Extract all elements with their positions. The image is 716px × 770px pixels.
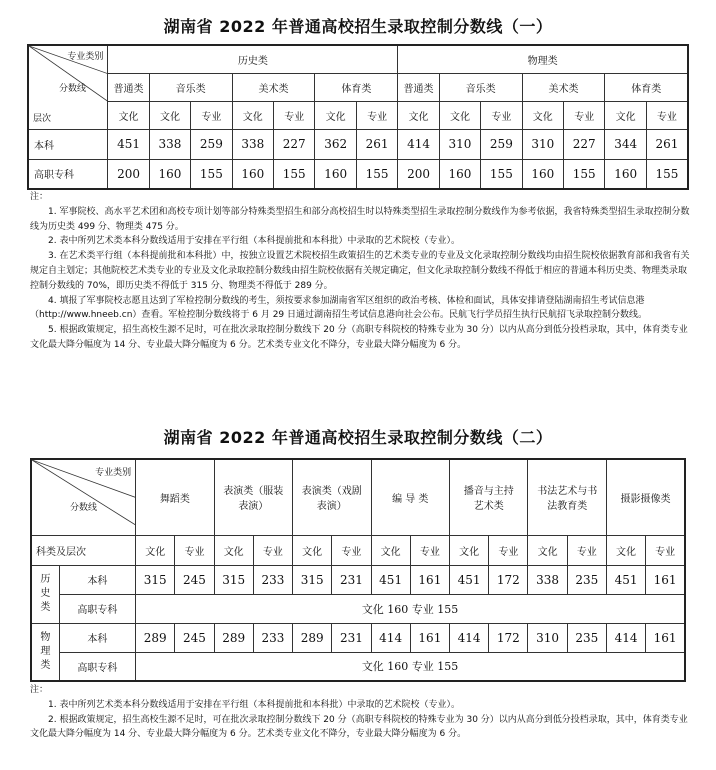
- note-item: 2. 表中所列艺术类本科分数线适用于安排在平行组（本科提前批和本科批）中录取的艺术院校（专业）。: [48, 236, 460, 247]
- cat-art: 美术类: [522, 73, 605, 101]
- sub-zy: 专业: [175, 535, 214, 565]
- score-table-2: [30, 458, 686, 682]
- cat-dance: 舞蹈类: [136, 459, 214, 535]
- score-cell: 315: [136, 565, 175, 594]
- table2-corner-cell: [31, 459, 136, 535]
- sub-wh: 文化: [450, 535, 489, 565]
- sub-zy: 专业: [191, 101, 232, 129]
- score-cell: 310: [528, 623, 567, 652]
- score-cell: 451: [450, 565, 489, 594]
- score-cell: 161: [646, 623, 685, 652]
- score-cell: 414: [371, 623, 410, 652]
- sub-wh: 文化: [528, 535, 567, 565]
- score-cell: 245: [175, 565, 214, 594]
- score-cell: 155: [481, 159, 522, 189]
- score-cell: 261: [356, 129, 397, 159]
- table-row: [31, 652, 685, 681]
- score-cell: 259: [191, 129, 232, 159]
- score-cell: 160: [439, 159, 480, 189]
- table-row: [31, 623, 685, 652]
- score-table-1: [27, 44, 689, 190]
- table-row: [31, 565, 685, 594]
- cat-broadcast: 播音与主持艺术类: [450, 459, 528, 535]
- score-cell: 161: [646, 565, 685, 594]
- group-physics: 物理类: [31, 623, 59, 681]
- score-cell: 235: [567, 565, 606, 594]
- row-label-bk: 本科: [59, 623, 135, 652]
- sub-wh: 文化: [214, 535, 253, 565]
- score-cell: 160: [522, 159, 563, 189]
- score-cell: 160: [605, 159, 646, 189]
- note-item: 4. 填报了军事院校志愿且达到了军检控制分数线的考生，须按要求参加湖南省军区组织的政治考核、体检和面试，具体安排请登陆湖南招生考试信息港（http://www.hneeb.cn）查看。军检控制分数线将于 6 月 29 日通过湖南招生考试信息港向社会公布。民航飞行学员招生执行民航招飞录取控制分数线。: [30, 295, 648, 321]
- score-cell: 155: [646, 159, 688, 189]
- table-row: [28, 129, 688, 159]
- sub-zy: 专业: [410, 535, 449, 565]
- cat-music: 音乐类: [149, 73, 232, 101]
- sub-zy: 专业: [481, 101, 522, 129]
- score-cell: 155: [564, 159, 605, 189]
- corner-level-label: 层次: [33, 114, 52, 124]
- corner-level-label: 科类及层次: [31, 535, 136, 565]
- sub-wh: 文化: [605, 101, 646, 129]
- gz-score-line: 文化 160 专业 155: [136, 594, 685, 623]
- notes-heading: 注：: [30, 685, 49, 695]
- row-label-gz: 高职专科: [59, 652, 135, 681]
- score-cell: 289: [293, 623, 332, 652]
- corner-category-label: 专业类别: [95, 468, 132, 478]
- sub-wh: 文化: [149, 101, 190, 129]
- table1-corner-cell: [28, 45, 108, 129]
- score-cell: 414: [398, 129, 439, 159]
- score-cell: 315: [214, 565, 253, 594]
- group-history: 历史类: [108, 45, 398, 73]
- score-cell: 344: [605, 129, 646, 159]
- note-item: 1. 表中所列艺术类本科分数线适用于安排在平行组（本科提前批和本科批）中录取的艺术院校（专业）。: [48, 699, 460, 710]
- cat-perf-drama: 表演类（戏剧表演）: [293, 459, 371, 535]
- gz-score-line: 文化 160 专业 155: [136, 652, 685, 681]
- cat-music: 音乐类: [439, 73, 522, 101]
- cat-sports: 体育类: [315, 73, 398, 101]
- score-cell: 289: [136, 623, 175, 652]
- cat-calligraphy: 书法艺术与书法教育类: [528, 459, 606, 535]
- row-label-bk: 本科: [59, 565, 135, 594]
- cat-director: 编 导 类: [371, 459, 449, 535]
- score-cell: 160: [232, 159, 273, 189]
- score-cell: 172: [489, 565, 528, 594]
- note-item: 1. 军事院校、高水平艺术团和高校专项计划等部分特殊类型招生和部分高校招生时以特殊类型招生录取控制分数线作为参考依据，我省特殊类型招生录取控制分数线为历史类 499 分、物理类 475 分。: [30, 206, 690, 232]
- row-label-gz: 高职专科: [28, 159, 108, 189]
- sub-wh: 文化: [293, 535, 332, 565]
- score-cell: 155: [191, 159, 232, 189]
- cat-photo: 摄影摄像类: [606, 459, 685, 535]
- sub-wh: 文化: [371, 535, 410, 565]
- score-cell: 245: [175, 623, 214, 652]
- sub-wh: 文化: [315, 101, 356, 129]
- score-cell: 338: [149, 129, 190, 159]
- sub-wh: 文化: [606, 535, 645, 565]
- score-cell: 161: [410, 565, 449, 594]
- corner-category-label: 专业类别: [67, 52, 104, 62]
- group-physics: 物理类: [398, 45, 688, 73]
- score-cell: 362: [315, 129, 356, 159]
- notes-section-1: [30, 190, 690, 353]
- sub-zy: 专业: [274, 101, 315, 129]
- score-cell: 233: [253, 565, 292, 594]
- score-cell: 261: [646, 129, 688, 159]
- corner-score-label: 分数线: [59, 84, 87, 94]
- score-cell: 315: [293, 565, 332, 594]
- score-cell: 155: [356, 159, 397, 189]
- score-cell: 289: [214, 623, 253, 652]
- sub-zy: 专业: [646, 101, 688, 129]
- table-row: [28, 159, 688, 189]
- sub-zy: 专业: [564, 101, 605, 129]
- score-cell: 172: [489, 623, 528, 652]
- cat-sports: 体育类: [605, 73, 688, 101]
- cat-perf-cloth: 表演类（服装表演）: [214, 459, 292, 535]
- score-cell: 161: [410, 623, 449, 652]
- sub-wh: 文化: [439, 101, 480, 129]
- score-cell: 451: [108, 129, 149, 159]
- score-cell: 200: [108, 159, 149, 189]
- score-cell: 310: [522, 129, 563, 159]
- sub-wh: 文化: [136, 535, 175, 565]
- sub-zy: 专业: [646, 535, 685, 565]
- row-label-bk: 本科: [28, 129, 108, 159]
- group-history: 历史类: [31, 565, 59, 623]
- score-cell: 259: [481, 129, 522, 159]
- sub-zy: 专业: [489, 535, 528, 565]
- score-cell: 160: [315, 159, 356, 189]
- score-cell: 231: [332, 565, 371, 594]
- score-cell: 200: [398, 159, 439, 189]
- score-cell: 233: [253, 623, 292, 652]
- score-cell: 310: [439, 129, 480, 159]
- table1-title: 湖南省 2022 年普通高校招生录取控制分数线（一）: [163, 17, 553, 36]
- score-cell: 414: [450, 623, 489, 652]
- score-cell: 227: [564, 129, 605, 159]
- cat-putong: 普通类: [398, 73, 439, 101]
- score-cell: 451: [606, 565, 645, 594]
- sub-wh: 文化: [108, 101, 149, 129]
- score-cell: 451: [371, 565, 410, 594]
- sub-zy: 专业: [356, 101, 397, 129]
- score-cell: 160: [149, 159, 190, 189]
- row-label-gz: 高职专科: [59, 594, 135, 623]
- notes-section-2: [30, 683, 690, 742]
- score-cell: 235: [567, 623, 606, 652]
- cat-putong: 普通类: [108, 73, 149, 101]
- sub-wh: 文化: [232, 101, 273, 129]
- sub-wh: 文化: [398, 101, 439, 129]
- note-item: 2. 根据政策规定，招生高校生源不足时，可在批次录取控制分数线下 20 分（高职专科院校的特殊专业为 30 分）以内从高分到低分投档录取，其中，体育类专业文化最大降分幅度为 14 分、专业最大降分幅度为 6 分。艺术类专业文化不降分，专业最大降分幅度为 6 分。: [30, 714, 688, 740]
- sub-zy: 专业: [332, 535, 371, 565]
- sub-zy: 专业: [253, 535, 292, 565]
- cat-art: 美术类: [232, 73, 315, 101]
- note-item: 5. 根据政策规定，招生高校生源不足时，可在批次录取控制分数线下 20 分（高职专科院校的特殊专业为 30 分）以内从高分到低分投档录取，其中，体育类专业文化最大降分幅度为 14 分、专业最大降分幅度为 6 分。艺术类专业文化不降分，专业最大降分幅度为 6 分。: [30, 325, 688, 350]
- score-cell: 155: [274, 159, 315, 189]
- notes-heading: 注：: [30, 192, 49, 202]
- sub-zy: 专业: [567, 535, 606, 565]
- table-row: [31, 594, 685, 623]
- corner-score-label: 分数线: [70, 503, 98, 513]
- note-item: 3. 在艺术类平行组（本科提前批和本科批）中，按独立设置艺术院校招生政策招生的艺术类专业的专业及文化录取控制分数线均由招生院校依据教育部和我省有关规定自主划定；其他院校艺术类专业的专业及文化录取控制分数线由招生院校依据有关规定确定，但文化录取控制分数线不得低于相应的普通本科历史类、物理类录取控制分数线的 70%，即历史类不得低于 315 分、物理类不得低于 289 分。: [30, 251, 690, 291]
- score-cell: 338: [528, 565, 567, 594]
- score-cell: 414: [606, 623, 645, 652]
- score-cell: 338: [232, 129, 273, 159]
- score-cell: 231: [332, 623, 371, 652]
- score-cell: 227: [274, 129, 315, 159]
- table2-title: 湖南省 2022 年普通高校招生录取控制分数线（二）: [163, 428, 553, 447]
- sub-wh: 文化: [522, 101, 563, 129]
